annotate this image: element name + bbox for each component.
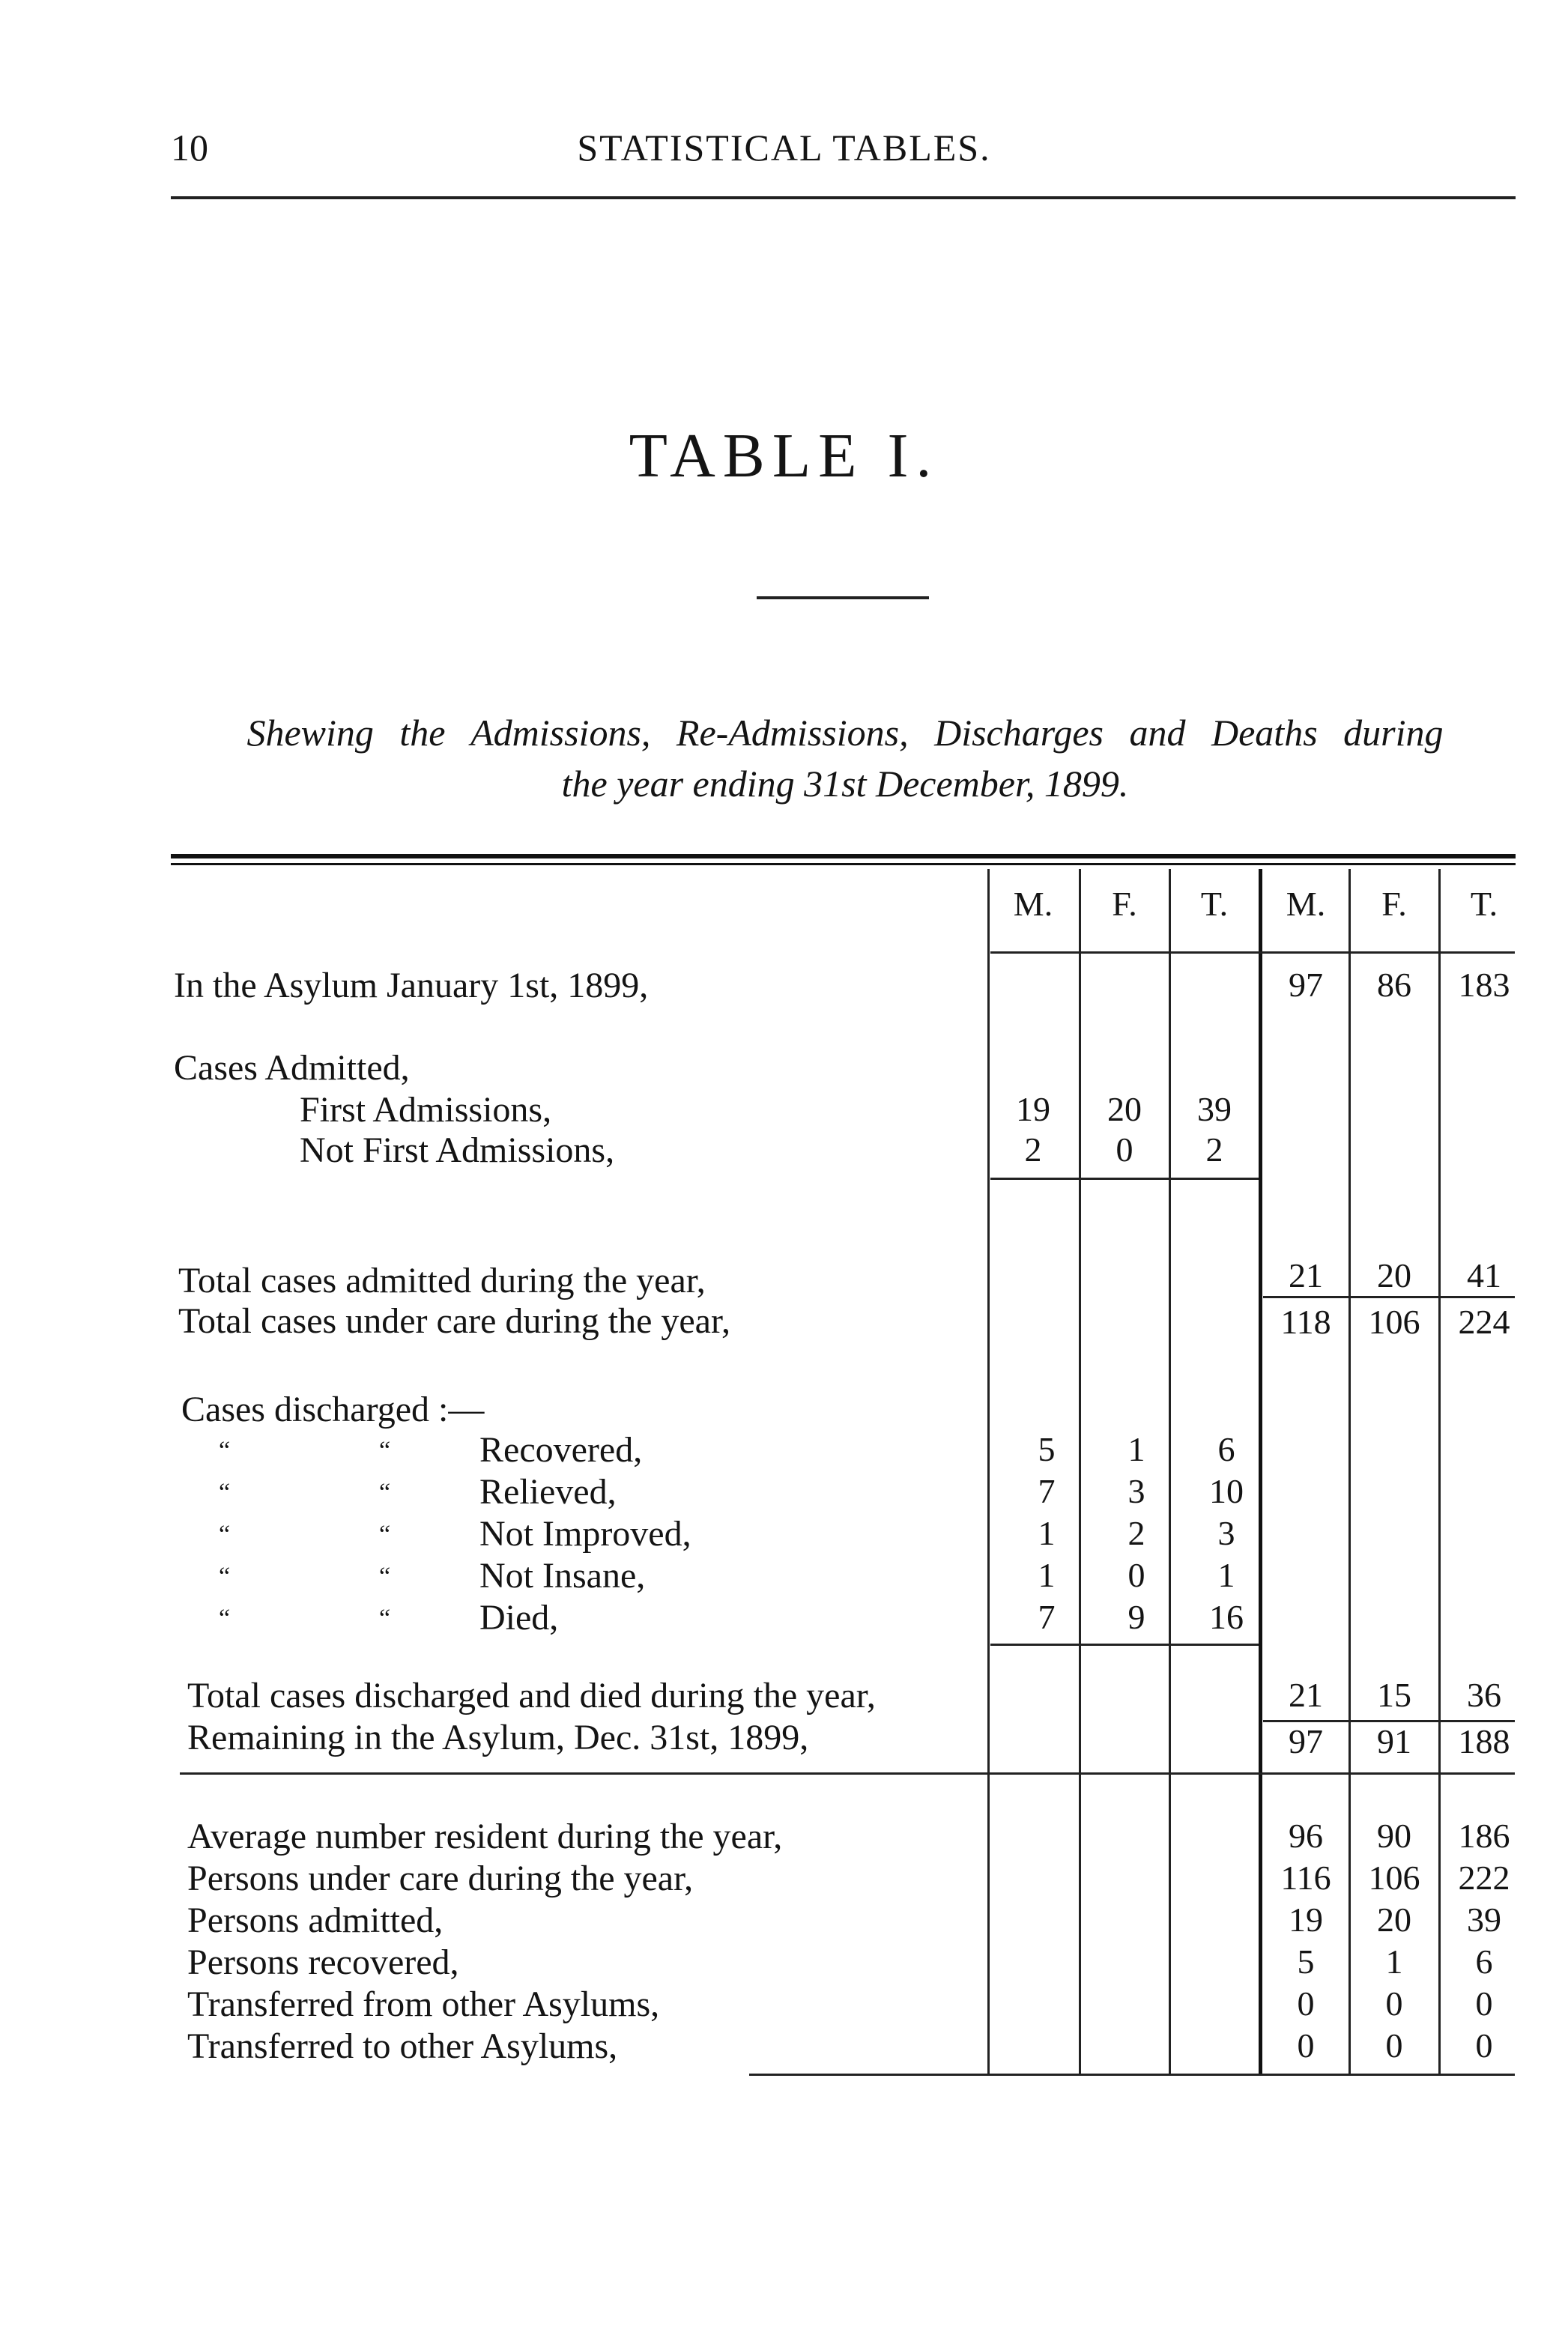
cell: 222: [1458, 1859, 1510, 1897]
column-divider: [1438, 869, 1441, 2074]
cell: 1: [1038, 1514, 1056, 1552]
cell: 188: [1458, 1722, 1510, 1760]
cell: 0: [1297, 1984, 1315, 2023]
cell: 0: [1385, 1984, 1403, 2023]
cell: 1: [1038, 1556, 1056, 1594]
cell: 0: [1297, 2026, 1315, 2065]
cell: 39: [1467, 1901, 1501, 1939]
cell: 21: [1289, 1256, 1323, 1294]
cell: 1: [1127, 1430, 1145, 1468]
table-bottom-rule: [749, 2074, 1515, 2076]
ditto-mark: “: [219, 1521, 231, 1548]
cell: 2: [1127, 1514, 1145, 1552]
cell: 97: [1289, 1722, 1323, 1760]
row-label-persons-under-care: Persons under care during the year,: [187, 1859, 694, 1898]
section-rule: [180, 1772, 1515, 1775]
cell: 39: [1197, 1090, 1232, 1128]
row-label-persons-recovered: Persons recovered,: [187, 1942, 459, 1982]
cell: 1: [1385, 1942, 1403, 1981]
row-label-not-improved: Not Improved,: [479, 1514, 691, 1554]
header-underline: [990, 951, 1515, 954]
col-header-left-f: F.: [1112, 885, 1137, 923]
column-divider: [987, 869, 990, 2074]
cell: 0: [1475, 2026, 1493, 2065]
ditto-mark: “: [379, 1521, 391, 1548]
table-title: TABLE I.: [629, 421, 939, 491]
cell: 6: [1217, 1430, 1235, 1468]
ditto-mark: “: [379, 1479, 391, 1506]
cell: 19: [1289, 1901, 1323, 1939]
cell: 20: [1107, 1090, 1142, 1128]
row-label-total-admitted: Total cases admitted during the year,: [178, 1261, 706, 1300]
col-header-right-f: F.: [1381, 885, 1407, 923]
row-label-cases-discharged: Cases discharged :—: [181, 1390, 485, 1429]
row-label-persons-admitted: Persons admitted,: [187, 1901, 444, 1940]
col-header-right-t: T.: [1470, 885, 1498, 923]
running-title: STATISTICAL TABLES.: [577, 127, 991, 169]
cell: 2: [1024, 1130, 1042, 1169]
cell: 20: [1377, 1901, 1411, 1939]
cell: 224: [1458, 1303, 1510, 1341]
cell: 41: [1467, 1256, 1501, 1294]
cell: 16: [1209, 1598, 1244, 1636]
row-label-transferred-from: Transferred from other Asylums,: [187, 1984, 660, 2024]
row-label-average-resident: Average number resident during the year,: [187, 1817, 783, 1856]
cell: 10: [1209, 1472, 1244, 1510]
title-rule: [757, 596, 929, 599]
cell: 3: [1217, 1514, 1235, 1552]
ditto-mark: “: [379, 1437, 391, 1465]
cell: 2: [1205, 1130, 1223, 1169]
caption-line-1: Shewing the Admissions, Re-Admissions, Discharges and Deaths during: [246, 712, 1444, 754]
row-label-total-under-care: Total cases under care during the year,: [178, 1301, 731, 1341]
cell: 0: [1116, 1130, 1133, 1169]
ditto-mark: “: [219, 1605, 231, 1632]
cell: 183: [1458, 966, 1510, 1004]
cell: 0: [1475, 1984, 1493, 2023]
cell: 3: [1127, 1472, 1145, 1510]
row-label-transferred-to: Transferred to other Asylums,: [187, 2026, 618, 2066]
table-top-rule-thin: [171, 863, 1516, 865]
ditto-mark: “: [219, 1437, 231, 1465]
cell: 5: [1297, 1942, 1315, 1981]
ditto-mark: “: [379, 1563, 391, 1590]
cell: 116: [1280, 1859, 1331, 1897]
cell: 1: [1217, 1556, 1235, 1594]
cell: 96: [1289, 1817, 1323, 1855]
ditto-mark: “: [219, 1563, 231, 1590]
cell: 90: [1377, 1817, 1411, 1855]
cell: 186: [1458, 1817, 1510, 1855]
cell: 6: [1475, 1942, 1493, 1981]
col-header-left-t: T.: [1200, 885, 1229, 923]
cell: 20: [1377, 1256, 1411, 1294]
row-label-relieved: Relieved,: [479, 1472, 617, 1512]
ditto-mark: “: [219, 1479, 231, 1506]
row-label-first-admissions: First Admissions,: [300, 1090, 552, 1130]
cell: 0: [1385, 2026, 1403, 2065]
cell: 86: [1377, 966, 1411, 1004]
column-divider: [1348, 869, 1351, 2074]
cell: 118: [1280, 1303, 1331, 1341]
subtotal-rule: [990, 1178, 1259, 1180]
row-label-remaining: Remaining in the Asylum, Dec. 31st, 1899,: [187, 1718, 809, 1757]
col-header-right-m: M.: [1286, 885, 1326, 923]
cell: 106: [1368, 1859, 1420, 1897]
header-rule: [171, 196, 1516, 199]
col-header-left-m: M.: [1013, 885, 1053, 923]
row-label-recovered: Recovered,: [479, 1430, 643, 1470]
page-number: 10: [171, 127, 208, 169]
cell: 7: [1038, 1472, 1056, 1510]
cell: 5: [1038, 1430, 1056, 1468]
row-label-died: Died,: [479, 1598, 559, 1638]
caption-line-2: the year ending 31st December, 1899.: [561, 763, 1129, 805]
row-label-cases-admitted: Cases Admitted,: [174, 1048, 410, 1088]
subtotal-rule: [990, 1644, 1259, 1646]
ditto-mark: “: [379, 1605, 391, 1632]
cell: 97: [1289, 966, 1323, 1004]
cell: 9: [1127, 1598, 1145, 1636]
table-top-rule: [171, 854, 1516, 858]
cell: 106: [1368, 1303, 1420, 1341]
subtotal-rule: [1263, 1296, 1515, 1298]
cell: 91: [1377, 1722, 1411, 1760]
cell: 36: [1467, 1676, 1501, 1714]
cell: 21: [1289, 1676, 1323, 1714]
row-label-in-asylum: In the Asylum January 1st, 1899,: [174, 966, 649, 1005]
row-label-not-insane: Not Insane,: [479, 1556, 646, 1596]
row-label-total-discharged: Total cases discharged and died during the year,: [187, 1676, 876, 1715]
cell: 0: [1127, 1556, 1145, 1594]
cell: 19: [1016, 1090, 1050, 1128]
cell: 7: [1038, 1598, 1056, 1636]
cell: 15: [1377, 1676, 1411, 1714]
row-label-not-first-admissions: Not First Admissions,: [300, 1130, 615, 1170]
